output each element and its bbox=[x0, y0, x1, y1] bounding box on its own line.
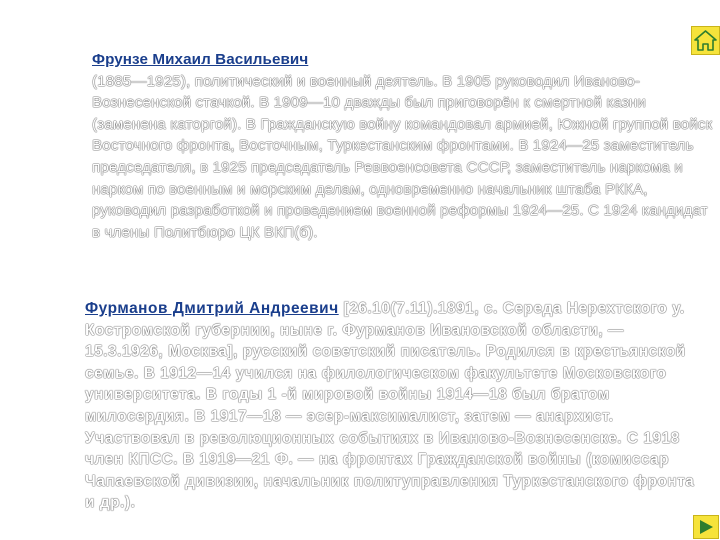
entry-frunze-heading[interactable]: Фрунзе Михаил Васильевич bbox=[92, 51, 309, 68]
entry-frunze bbox=[92, 49, 717, 243]
play-right-icon bbox=[698, 519, 714, 535]
entry-furmanov bbox=[85, 298, 700, 514]
entry-furmanov-heading[interactable]: Фурманов Дмитрий Андреевич bbox=[85, 300, 339, 317]
entry-furmanov-body: [26.10(7.11).1891, с. Середа Нерехтского у. Костромской губернии, ныне г. Фурманов Ивановской области, — 15.3.1926, Москва], русский советский писатель. Родился в крестьянской семье. В 1912—14 учился на филологическом факультете Московского университета. В годы 1 -й мировой войны 1914—18 был братом милосердия. В 1917—18 — эсер-максималист, затем — анархист. Участвовал в революционных событиях в Иваново-Вознесенске. С 1918 член КПСС. В 1919—21 Ф. — на фронтах Гражданской войны (комиссар Чапаевской дивизии, начальник политуправления Туркестанского фронта и др.). bbox=[85, 300, 695, 512]
home-button[interactable] bbox=[691, 26, 720, 55]
entry-frunze-body: (1885—1925), политический и военный деятель. В 1905 руководил Иваново-Вознесенской стачкой. В 1909—10 дважды был приговорён к смертной казни (заменена каторгой). В Гражданскую войну командовал армией, Южной группой войск Восточного фронта, Восточным, Туркестанским фронтами. В 1924—25 заместитель председателя, в 1925 председатель Реввоенсовета СССР, заместитель наркома и нарком по военным и морским делам, одновременно начальник штаба РККА, руководил разработкой и проведением военной реформы 1924—25. С 1924 кандидат в члены Политбюро ЦК ВКП(б). bbox=[92, 72, 713, 241]
next-slide-button[interactable] bbox=[693, 515, 719, 539]
home-icon bbox=[694, 30, 717, 51]
